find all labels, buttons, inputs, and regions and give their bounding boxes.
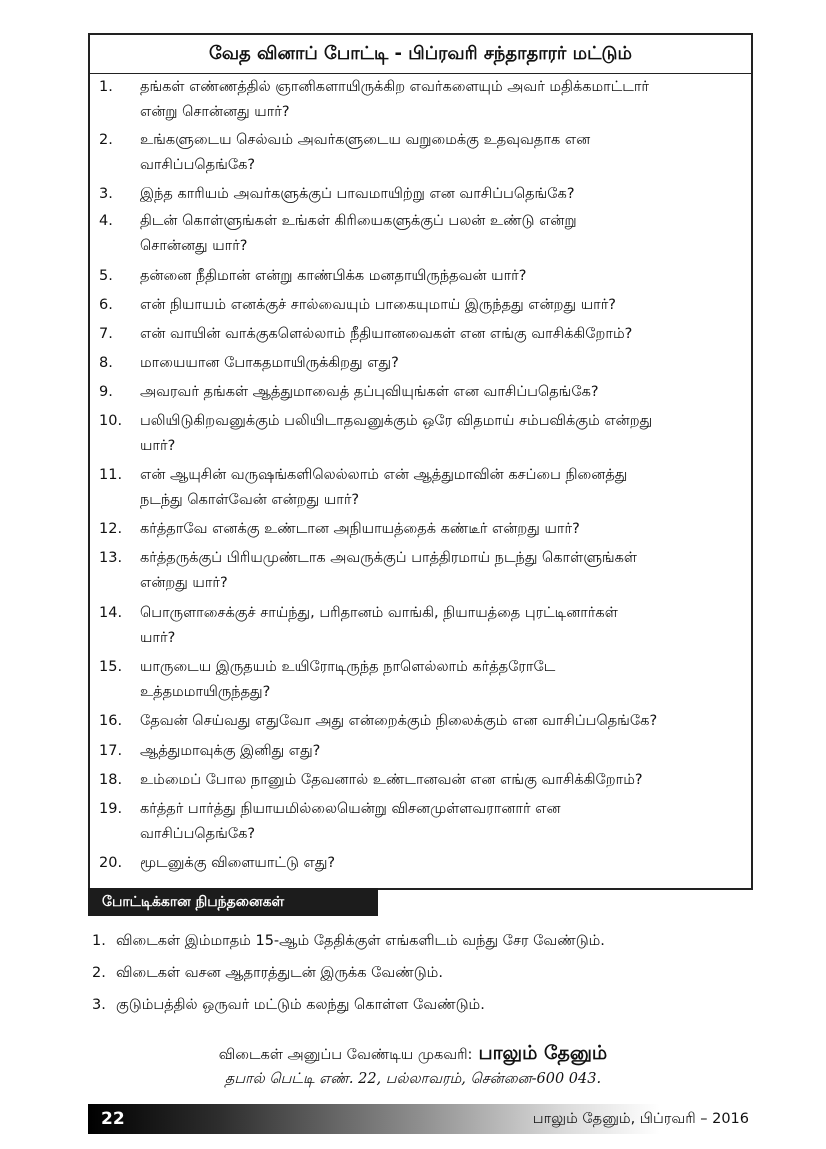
question-number: 8. [99,355,113,371]
condition-number: 2. [92,965,106,981]
question-text: மூடனுக்கு விளையாட்டு எது? [140,855,336,871]
address-label: விடைகள் அனுப்ப வேண்டிய முகவரி: [218,1047,473,1063]
quiz-box [88,33,753,890]
address-name: பாலும் தேனும் [478,1042,608,1064]
question-text: தங்கள் எண்ணத்தில் ஞானிகளாயிருக்கிற எவர்களையும் அவர் மதிக்கமாட்டார் என்று சொன்னது யார்? [140,79,649,120]
question-number: 16. [99,713,123,729]
question-text: தன்னை நீதிமான் என்று காண்பிக்க மனதாயிருந்தவன் யார்? [140,268,527,284]
question-number: 2. [99,132,113,148]
address-line [0,1040,826,1068]
question-text: உம்மைப் போல நானும் தேவனால் உண்டானவன் என எங்கு வாசிக்கிறோம்? [140,772,643,788]
question-text: பொருளாசைக்குச் சாய்ந்து, பரிதானம் வாங்கி, நியாயத்தை புரட்டினார்கள் யார்? [140,605,618,646]
question-text: என் ஆயுசின் வருஷங்களிலெல்லாம் என் ஆத்துமாவின் கசப்பை நினைத்து நடந்து கொள்வேன் என்றது யார்? [140,467,628,508]
question-number: 9. [99,384,113,400]
question-text: இந்த காரியம் அவர்களுக்குப் பாவமாயிற்று என வாசிப்பதெங்கே? [140,186,575,202]
condition-text: விடைகள் இம்மாதம் 15-ஆம் தேதிக்குள் எங்களிடம் வந்து சேர வேண்டும். [116,933,605,949]
question-text: அவரவர் தங்கள் ஆத்துமாவைத் தப்புவியுங்கள் என வாசிப்பதெங்கே? [140,384,599,400]
question-number: 13. [99,550,123,566]
question-text: கர்த்தர் பார்த்து நியாயமில்லையென்று விசனமுள்ளவரானார் என வாசிப்பதெங்கே? [140,801,561,842]
question-number: 11. [99,467,123,483]
question-text: திடன் கொள்ளுங்கள் உங்கள் கிரியைகளுக்குப் பலன் உண்டு என்று சொன்னது யார்? [140,213,577,254]
conditions-heading: போட்டிக்கான நிபந்தனைகள் [88,888,378,916]
question-number: 7. [99,326,113,342]
question-number: 17. [99,743,123,759]
condition-text: விடைகள் வசன ஆதாரத்துடன் இருக்க வேண்டும். [116,965,443,981]
question-text: தேவன் செய்வது எதுவோ அது என்றைக்கும் நிலைக்கும் என வாசிப்பதெங்கே? [140,713,658,729]
condition-number: 3. [92,997,106,1013]
question-number: 3. [99,186,113,202]
condition-text: குடும்பத்தில் ஒருவர் மட்டும் கலந்து கொள்ள வேண்டும். [116,997,485,1013]
question-number: 20. [99,855,123,871]
question-text: என் வாயின் வாக்குகளெல்லாம் நீதியானவைகள் என எங்கு வாசிக்கிறோம்? [140,326,633,342]
question-number: 4. [99,213,113,229]
question-number: 18. [99,772,123,788]
question-number: 10. [99,413,123,429]
question-number: 14. [99,605,123,621]
question-number: 19. [99,801,123,817]
question-text: உங்களுடைய செல்வம் அவர்களுடைய வறுமைக்கு உதவுவதாக என வாசிப்பதெங்கே? [140,132,591,173]
question-text: என் நியாயம் எனக்குச் சால்வையும் பாகையுமாய் இருந்தது என்றது யார்? [140,297,617,313]
postal-address: தபால் பெட்டி எண். 22, பல்லாவரம், சென்னை-600 043. [224,1071,602,1087]
question-text: கர்த்தாவே எனக்கு உண்டான அநியாயத்தைக் கண்டீர் என்றது யார்? [140,521,580,537]
question-number: 1. [99,79,113,95]
question-number: 6. [99,297,113,313]
title-divider [90,73,751,74]
quiz-title: வேத வினாப் போட்டி - பிப்ரவரி சந்தாதாரர் மட்டும் [209,43,632,64]
question-number: 5. [99,268,113,284]
question-text: பலியிடுகிறவனுக்கும் பலியிடாதவனுக்கும் ஒரே விதமாய் சம்பவிக்கும் என்றது யார்? [140,413,653,454]
publication-info: பாலும் தேனும், பிப்ரவரி – 2016 [532,1111,749,1127]
question-number: 15. [99,659,123,675]
question-number: 12. [99,521,123,537]
question-text: ஆத்துமாவுக்கு இனிது எது? [140,743,321,759]
page-number: 22 [101,1109,125,1129]
question-text: கர்த்தருக்குப் பிரியமுண்டாக அவருக்குப் பாத்திரமாய் நடந்து கொள்ளுங்கள் என்றது யார்? [140,550,637,591]
question-text: யாருடைய இருதயம் உயிரோடிருந்த நாளெல்லாம் கர்த்தரோடே உத்தமமாயிருந்தது? [140,659,556,700]
question-text: மாயையான போகதமாயிருக்கிறது எது? [140,355,399,371]
condition-number: 1. [92,933,106,949]
footer-bar [88,1104,753,1134]
